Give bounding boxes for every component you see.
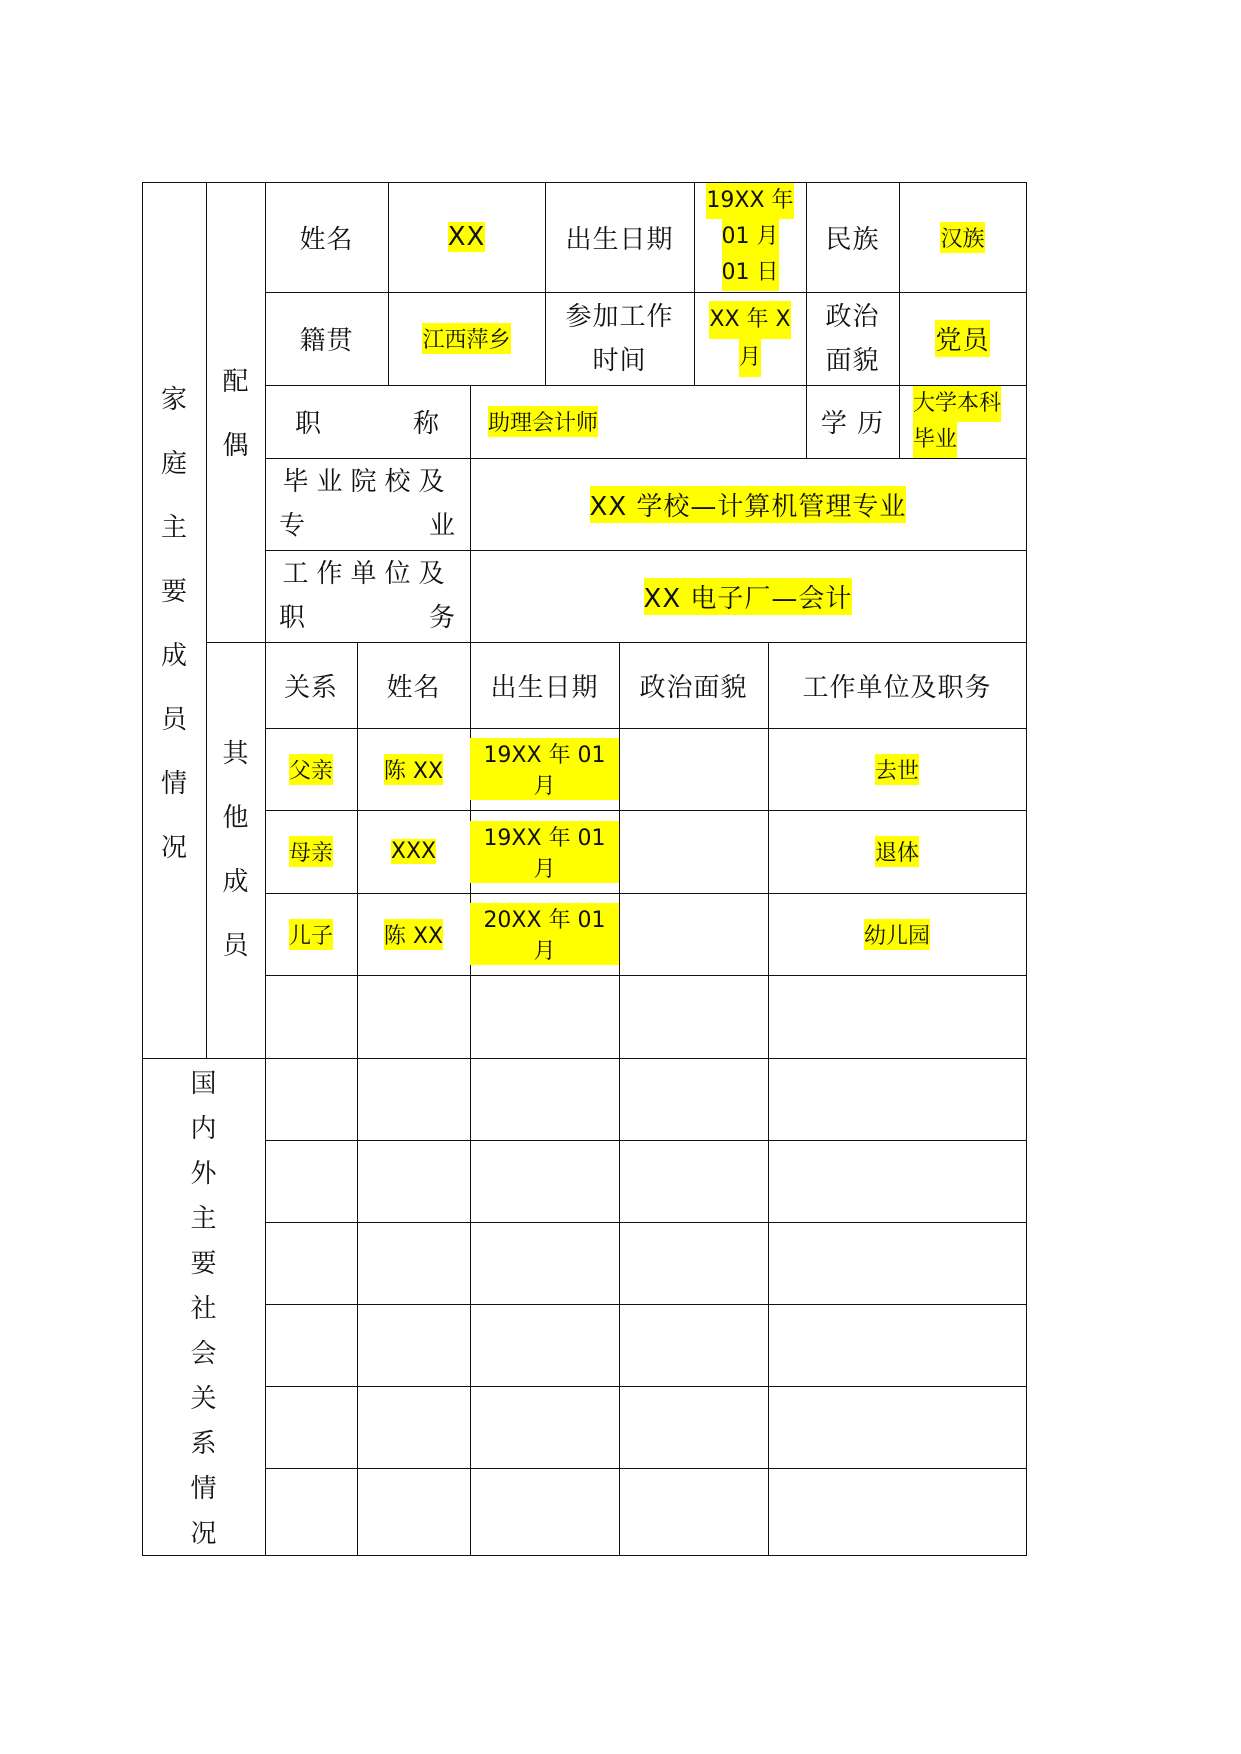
header-employer-position: 工作单位及职务 xyxy=(802,672,992,703)
spouse-birth-label: 出生日期 xyxy=(565,224,674,255)
spouse-title-value: 助理会计师 xyxy=(470,385,806,458)
spouse-education-value: 大学本科 毕业 xyxy=(899,385,1026,458)
spouse-education-label: 学 历 xyxy=(820,409,885,439)
header-relation: 关系 xyxy=(283,672,338,703)
spouse-political-value: 党员 xyxy=(899,292,1026,385)
spouse-ethnic-value: 汉族 xyxy=(899,182,1026,292)
spouse-work-start-value: XX 年 X 月 xyxy=(694,292,806,385)
table-row-1-relation: 父亲 xyxy=(265,728,357,810)
table-row-3-relation: 儿子 xyxy=(265,893,357,975)
table-row-1-birth: 19XX 年 01 月 xyxy=(470,728,619,810)
spouse-school-label: 毕业院校及 专 业 xyxy=(279,467,456,541)
table-row-2-relation: 母亲 xyxy=(265,810,357,893)
spouse-title-label: 职 称 xyxy=(295,409,440,439)
header-name: 姓名 xyxy=(386,672,441,703)
spouse-political-label: 政治 面貌 xyxy=(825,301,880,376)
table-row-1-political xyxy=(619,728,768,810)
spouse-name-label: 姓名 xyxy=(299,224,354,255)
table-row-1-employer: 去世 xyxy=(768,728,1026,810)
spouse-native-label: 籍贯 xyxy=(299,326,354,356)
spouse-employer-value: XX 电子厂—会计 xyxy=(470,550,1026,642)
section-label-family: 家 庭 主 要 成 员 情 况 xyxy=(160,385,187,863)
spouse-school-value: XX 学校—计算机管理专业 xyxy=(470,458,1026,550)
section-label-social-relations: 国 内 外 主 要 社 会 关 系 情 况 xyxy=(190,1069,217,1549)
header-political-status: 政治面貌 xyxy=(639,672,748,703)
table-row-2-political xyxy=(619,810,768,893)
header-birth-date: 出生日期 xyxy=(490,672,599,703)
table-row-2-employer: 退体 xyxy=(768,810,1026,893)
spouse-name-value: XX xyxy=(447,222,486,252)
spouse-native-value: 江西萍乡 xyxy=(388,292,545,385)
table-row-2-birth: 19XX 年 01 月 xyxy=(470,810,619,893)
table-row-3-political xyxy=(619,893,768,975)
spouse-birth-value: 19XX 年 01 月 01 日 xyxy=(694,182,806,292)
section-label-spouse: 配 偶 xyxy=(222,367,249,461)
table-row-3-name: 陈 XX xyxy=(357,893,470,975)
table-row-3-employer: 幼儿园 xyxy=(768,893,1026,975)
table-row-3-birth: 20XX 年 01 月 xyxy=(470,893,619,975)
spouse-work-start-label: 参加工作 时间 xyxy=(565,301,674,376)
spouse-employer-label: 工作单位及 职 务 xyxy=(279,559,456,633)
table-row-2-name: XXX xyxy=(390,839,437,864)
section-label-other-members: 其 他 成 员 xyxy=(222,739,249,961)
table-row-1-name: 陈 XX xyxy=(357,728,470,810)
spouse-ethnic-label: 民族 xyxy=(825,224,880,255)
